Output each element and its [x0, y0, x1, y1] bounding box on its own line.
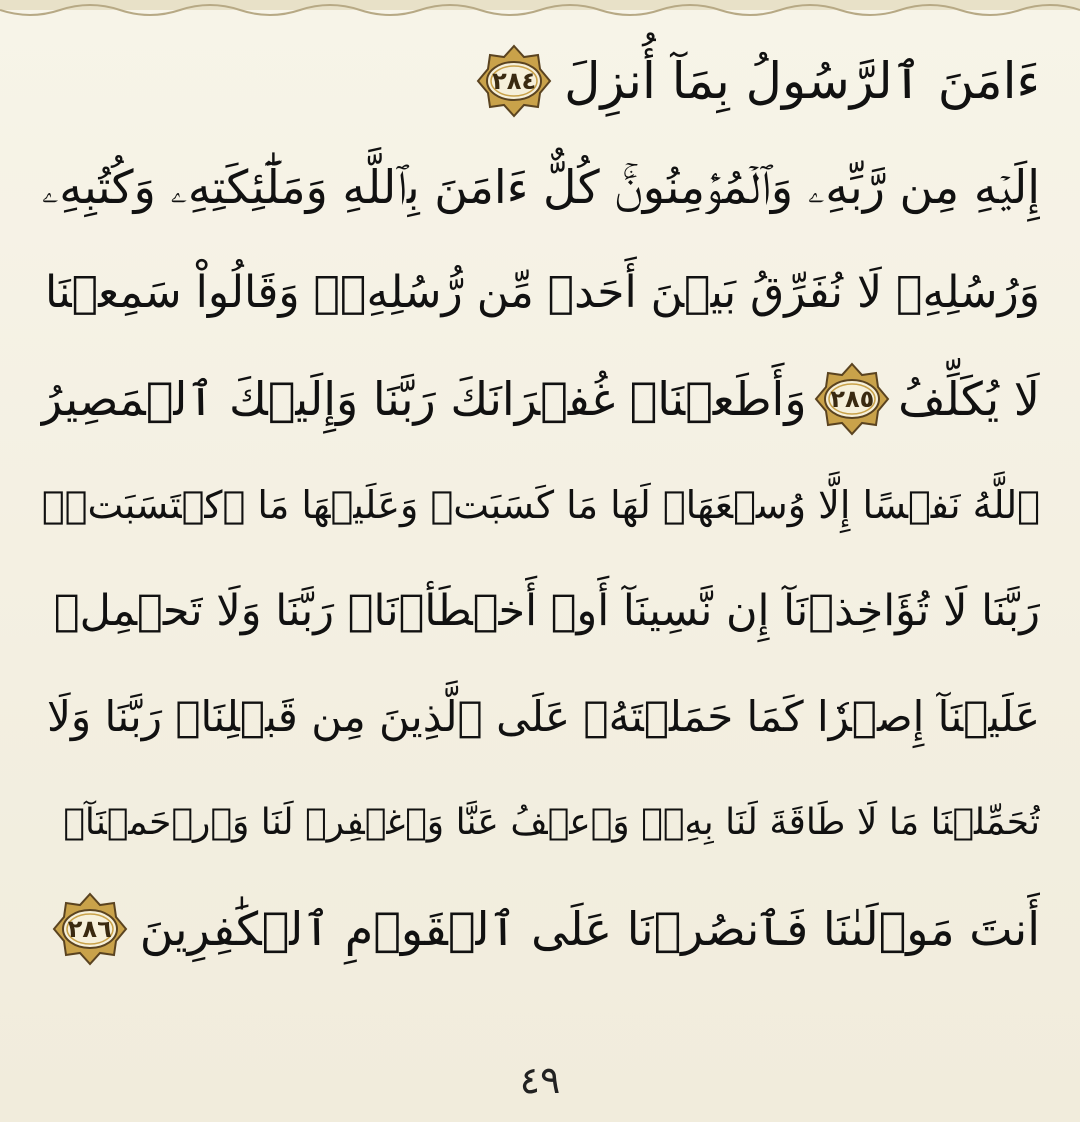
page-number: ٤٩ — [519, 1058, 561, 1102]
verse-line — [40, 770, 1040, 876]
ayah-number: ٢٨٥ — [830, 385, 875, 413]
verse-text: ءَامَنَ ٱلرَّسُولُ بِمَآ أُنزِلَ — [564, 52, 1040, 110]
verse-text: رَبَّنَا لَا تُؤَاخِذۡنَآ إِن نَّسِينَآ أَوۡ أَخۡطَأۡنَاۚ رَبَّنَا وَلَا تَحۡمِلۡ — [53, 585, 1040, 636]
verse-line — [40, 346, 1040, 452]
verses-block — [40, 28, 1040, 982]
top-border-ornament — [0, 0, 1080, 22]
verse-line — [40, 664, 1040, 770]
ayah-number: ٢٨٤ — [492, 67, 537, 95]
verse-line — [40, 876, 1040, 982]
verse-text: عَلَيۡنَآ إِصۡرٗا كَمَا حَمَلۡتَهُۥ عَلَى ٱلَّذِينَ مِن قَبۡلِنَاۚ رَبَّنَا وَلَا — [46, 692, 1040, 741]
verse-text: أَنتَ مَوۡلَىٰنَا فَٱنصُرۡنَا عَلَى ٱلۡقَوۡمِ ٱلۡكَٰفِرِينَ — [139, 902, 1040, 956]
verse-text: لَا يُكَلِّفُ — [898, 372, 1040, 426]
verse-line — [40, 452, 1040, 558]
verse-text: إِلَيۡهِ مِن رَّبِّهِۦ وَٱلۡمُؤۡمِنُونَۚ كُلٌّ ءَامَنَ بِٱللَّهِ وَمَلَٰٓئِكَتِهِۦ وَكُتُبِهِۦ — [41, 160, 1040, 214]
ayah-number: ٢٨٦ — [67, 915, 112, 943]
verse-text: ٱللَّهُ نَفۡسًا إِلَّا وُسۡعَهَاۚ لَهَا مَا كَسَبَتۡ وَعَلَيۡهَا مَا ٱكۡتَسَبَتۡۗ — [41, 483, 1040, 527]
verse-line — [40, 134, 1040, 240]
ayah-marker — [814, 361, 890, 437]
verse-line — [40, 240, 1040, 346]
verse-text: وَرُسُلِهِۦ لَا نُفَرِّقُ بَيۡنَ أَحَدٖ مِّن رُّسُلِهِۦۚ وَقَالُواْ سَمِعۡنَا — [45, 267, 1040, 318]
verse-text: تُحَمِّلۡنَا مَا لَا طَاقَةَ لَنَا بِهِۦۖ وَٱعۡفُ عَنَّا وَٱغۡفِرۡ لَنَا وَٱرۡحَمۡنَآۚ — [63, 802, 1040, 843]
ayah-marker — [52, 891, 128, 967]
verse-text: وَأَطَعۡنَاۖ غُفۡرَانَكَ رَبَّنَا وَإِلَيۡكَ ٱلۡمَصِيرُ — [40, 372, 807, 426]
verse-line — [40, 28, 1040, 134]
ayah-marker — [476, 43, 552, 119]
verse-line — [40, 558, 1040, 664]
